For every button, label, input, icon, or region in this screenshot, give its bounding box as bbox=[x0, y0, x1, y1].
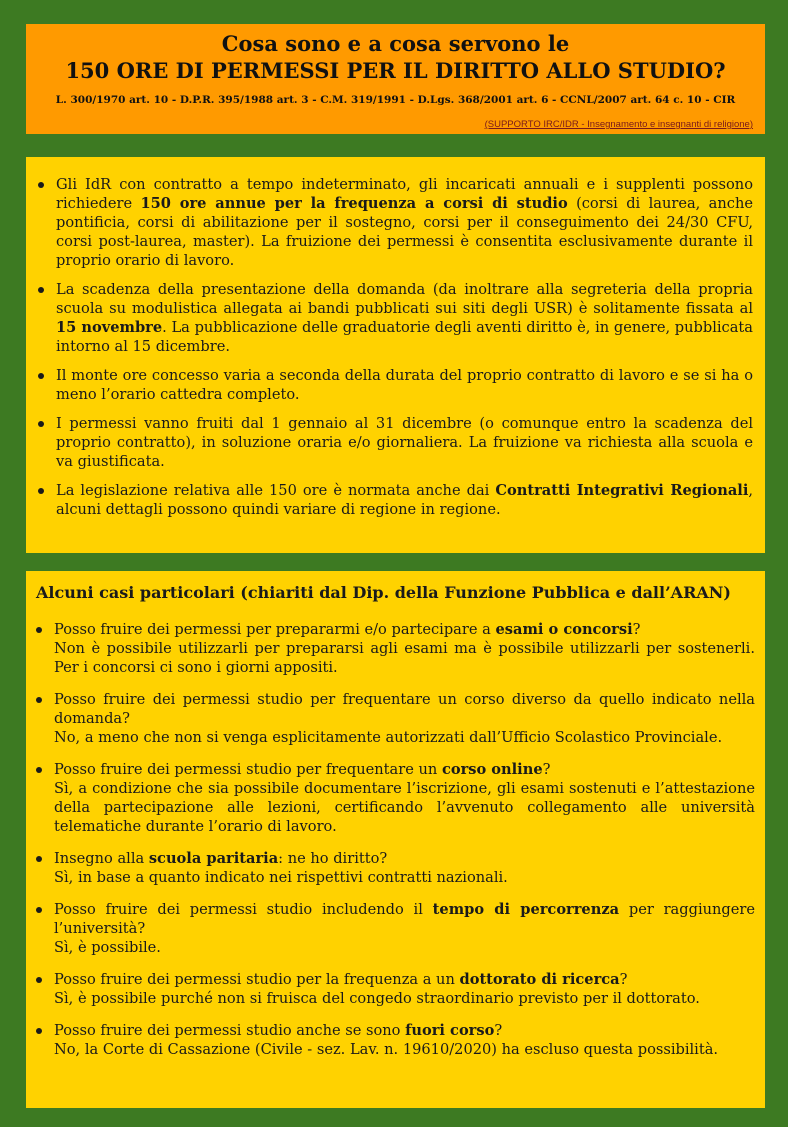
info-item: Gli IdR con contratto a tempo indeterminato, gli incaricati annuali e i supplenti possono richiedere 150 ore annue per la frequenza a corsi di studio (corsi di laurea, anche pontificia, corsi di abilitazione per il sostegno, corsi per il conseguimento dei 24/30 CFU, corsi post-laurea, master). La fruizione dei permessi è consentita esclusivamente durante il proprio orario di lavoro. bbox=[38, 175, 753, 270]
info-list bbox=[38, 175, 753, 519]
case-answer: Sì, è possibile. bbox=[54, 939, 161, 956]
case-answer: No, la Corte di Cassazione (Civile - sez. Lav. n. 19610/2020) ha escluso questa possibilità. bbox=[54, 1041, 719, 1058]
case-answer: Sì, a condizione che sia possibile documentare l’iscrizione, gli esami sostenuti e l’attestazione della partecipazione alle lezioni, certificando l’avvenuto collegamento alle università telematiche durante l’orario di lavoro. bbox=[54, 780, 755, 835]
cases-panel bbox=[26, 571, 765, 1108]
case-answer: Non è possibile utilizzarli per prepararsi agli esami ma è possibile utilizzarli per sostenerli. Per i concorsi ci sono i giorni appositi. bbox=[54, 640, 755, 676]
case-item: Posso fruire dei permessi studio per frequentare un corso diverso da quello indicato nella domanda? No, a meno che non si venga esplicitamente autorizzati dall’Ufficio Scolastico Provinciale. bbox=[36, 690, 755, 747]
cases-title: Alcuni casi particolari (chiariti dal Dip. della Funzione Pubblica e dall’ARAN) bbox=[36, 583, 731, 602]
case-answer: Sì, in base a quanto indicato nei rispettivi contratti nazionali. bbox=[54, 869, 508, 886]
info-item: I permessi vanno fruiti dal 1 gennaio al 31 dicembre (o comunque entro la scadenza del proprio contratto), in soluzione oraria e/o giornaliera. La fruizione va richiesta alla scuola e va giustificata. bbox=[38, 414, 753, 471]
legal-references: L. 300/1970 art. 10 - D.P.R. 395/1988 art. 3 - C.M. 319/1991 - D.Lgs. 368/2001 art. 6 - CCNL/2007 art. 64 c. 10 - CIR bbox=[55, 94, 736, 106]
case-item: Posso fruire dei permessi studio includendo il tempo di percorrenza per raggiungere l’università? Sì, è possibile. bbox=[36, 900, 755, 957]
info-item: Il monte ore concesso varia a seconda della durata del proprio contratto di lavoro e se si ha o meno l’orario cattedra completo. bbox=[38, 366, 753, 404]
case-item: Insegno alla scuola paritaria: ne ho diritto? Sì, in base a quanto indicato nei rispettivi contratti nazionali. bbox=[36, 849, 755, 887]
case-item: Posso fruire dei permessi studio per frequentare un corso online? Sì, a condizione che sia possibile documentare l’iscrizione, gli esami sostenuti e l’attestazione della partecipazione alle lezioni, certificando l’avvenuto collegamento alle università telematiche durante l’orario di lavoro. bbox=[36, 760, 755, 836]
cases-list bbox=[36, 620, 755, 1059]
info-item: La scadenza della presentazione della domanda (da inoltrare alla segreteria della propria scuola su modulistica allegata ai bandi pubblicati sui siti degli USR) è solitamente fissata al 15 novembre. La pubblicazione delle graduatorie degli aventi diritto è, in genere, pubblicata intorno al 15 dicembre. bbox=[38, 280, 753, 356]
case-answer: No, a meno che non si venga esplicitamente autorizzati dall’Ufficio Scolastico Provinciale. bbox=[54, 729, 723, 746]
title-line-1: Cosa sono e a cosa servono le bbox=[221, 31, 570, 56]
info-panel bbox=[26, 157, 765, 553]
case-item: Posso fruire dei permessi studio anche se sono fuori corso? No, la Corte di Cassazione (Civile - sez. Lav. n. 19610/2020) ha escluso questa possibilità. bbox=[36, 1021, 755, 1059]
support-link[interactable]: (SUPPORTO IRC/IDR - Insegnamento e insegnanti di religione) bbox=[484, 119, 753, 130]
title-line-2: 150 ORE DI PERMESSI PER IL DIRITTO ALLO STUDIO? bbox=[65, 58, 726, 83]
case-item: Posso fruire dei permessi per prepararmi e/o partecipare a esami o concorsi? Non è possibile utilizzarli per prepararsi agli esami ma è possibile utilizzarli per sostenerli. Per i concorsi ci sono i giorni appositi. bbox=[36, 620, 755, 677]
case-item: Posso fruire dei permessi studio per la frequenza a un dottorato di ricerca? Sì, è possibile purché non si fruisca del congedo straordinario previsto per il dottorato. bbox=[36, 970, 755, 1008]
page-title bbox=[26, 30, 765, 84]
case-answer: Sì, è possibile purché non si fruisca del congedo straordinario previsto per il dottorato. bbox=[54, 990, 700, 1007]
info-item: La legislazione relativa alle 150 ore è normata anche dai Contratti Integrativi Regionali, alcuni dettagli possono quindi variare di regione in regione. bbox=[38, 481, 753, 519]
header-banner bbox=[26, 24, 765, 134]
